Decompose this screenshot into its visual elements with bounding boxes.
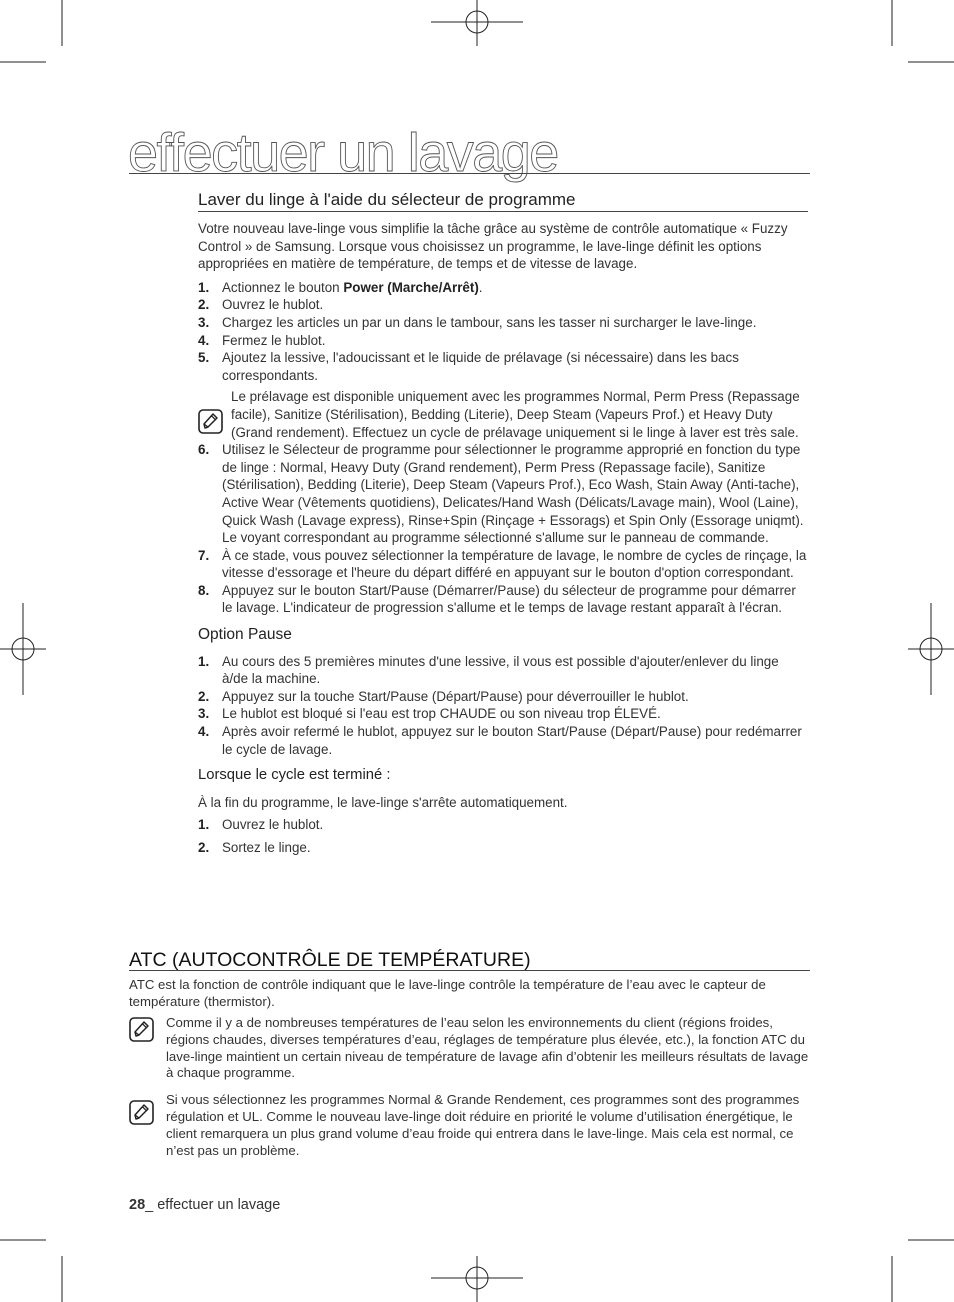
wash-steps-list-continued: [198, 441, 808, 617]
page-footer: [129, 1197, 280, 1213]
prewash-note: [198, 388, 808, 441]
section-content: [198, 220, 808, 857]
chapter-rule: [129, 173, 810, 174]
step-number: 2.: [198, 688, 210, 704]
list-item: 3. Le hublot est bloqué si l'eau est trop CHAUDE ou son niveau trop ÉLEVÉ.: [198, 706, 661, 722]
registration-mark-bottom: [431, 1256, 523, 1302]
list-item: 7. À ce stade, vous pouvez sélectionner la température de lavage, le nombre de cycles de rinçage, la vitesse d'essorage et l'heure du départ différé en appuyant sur le bouton d'option correspondant.: [198, 547, 807, 581]
prewash-note-text: Le prélavage est disponible uniquement avec les programmes Normal, Perm Press (Repassage facile), Sanitize (Stérilisation), Bedding (Literie), Deep Steam (Vapeurs Prof.) et Heavy Duty (Grand rendement). Effectuez un cycle de prélavage uniquement si le linge à laver est très sale.: [231, 389, 800, 440]
list-item: 8. Appuyez sur le bouton Start/Pause (Démarrer/Pause) du sélecteur de programme pour démarrer le lavage. L'indicateur de progression s'allume et le temps de lavage restant apparaît à l'écran.: [198, 582, 796, 616]
cycle-end-intro: À la fin du programme, le lave-linge s'arrête automatiquement.: [198, 794, 568, 810]
note-pencil-icon: [129, 1017, 154, 1042]
list-item: 6. Utilisez le Sélecteur de programme pour sélectionner le programme approprié en fonction du type de linge : Normal, Heavy Duty (Grand rendement), Perm Press (Repassage facile), Sanitize (Stérilisation), Bedding (Literie), Deep Steam (Vapeurs Prof.), Eco Wash, Stain Away (Anti-tache), Active Wear (Vêtements quotidiens), Delicates/Hand Wash (Délicats/Lavage main), Wool (Laine), Quick Wash (Lavage express), Rinse+Spin (Rinçage + Essorags) et Spin Only (Essorage uniqmt). Le voyant correspondant au programme sélectionné s'allume sur le panneau de commande.: [198, 442, 804, 546]
note-pencil-icon: [129, 1100, 154, 1125]
step-number: 2.: [198, 840, 210, 855]
section-intro: Votre nouveau lave-linge vous simplifie la tâche grâce au système de contrôle automatique « Fuzzy Control » de Samsung. Lorsque vous choisissez un programme, le lave-linge définit les options appropriées en matière de température, de temps et de vitesse de lavage.: [198, 221, 788, 272]
atc-note-text: Si vous sélectionnez les programmes Normal & Grande Rendement, ces programmes sont des programmes régulation et UL. Comme le nouveau lave-linge doit réduire en priorité le volume d’utilisation énergétique, le client remarquera un plus grand volume d’eau froide qui entrera dans le lave-linge. Mais cela est normal, ce n’est pas un problème.: [166, 1092, 800, 1159]
cycle-end-title: Lorsque le cycle est terminé :: [198, 767, 391, 784]
cycle-end-steps-list: [198, 816, 808, 856]
registration-mark-left: [0, 603, 46, 695]
list-item: 4. Fermez le hublot.: [198, 332, 326, 348]
list-item: 1. Au cours des 5 premières minutes d'une lessive, il vous est possible d'ajouter/enlever du linge à/de la machine.: [198, 653, 779, 687]
step-number: 8.: [198, 582, 210, 598]
registration-mark-top: [431, 0, 523, 46]
atc-note: [129, 1092, 810, 1160]
list-item: 1. Actionnez le bouton Power (Marche/Arrêt).: [198, 279, 483, 295]
atc-title: ATC (AUTOCONTRÔLE DE TEMPÉRATURE): [129, 952, 810, 971]
step-number: 1.: [198, 279, 210, 295]
list-item: 3. Chargez les articles un par un dans le tambour, sans les tasser ni surcharger le lave-linge.: [198, 314, 757, 330]
chapter-title: effectuer un lavage: [128, 123, 558, 183]
step-number: 3.: [198, 314, 210, 330]
power-button-label: Power (Marche/Arrêt): [343, 279, 479, 295]
step-number: 6.: [198, 442, 210, 458]
step-number: 5.: [198, 350, 210, 366]
list-item: 2. Ouvrez le hublot.: [198, 297, 324, 313]
list-item: 2. Appuyez sur la touche Start/Pause (Départ/Pause) pour déverrouiller le hublot.: [198, 688, 689, 704]
list-item: 5. Ajoutez la lessive, l'adoucissant et le liquide de prélavage (si nécessaire) dans les bacs correspondants.: [198, 350, 739, 383]
footer-label: _ effectuer un lavage: [145, 1197, 281, 1213]
pause-option-title: Option Pause: [198, 626, 292, 644]
step-number: 1.: [198, 817, 210, 833]
step-number: 7.: [198, 547, 210, 563]
atc-note-text: Comme il y a de nombreuses températures de l’eau selon les environnements du client (régions froides, régions chaudes, diverses températures d’eau, réglages de température plus élevée, etc.), la fonction ATC du lave-linge maintient un certain niveau de température de lavage afin d’obtenir les meilleurs résultats de lavage à chaque programme.: [166, 1014, 809, 1081]
atc-note: [129, 1015, 810, 1083]
atc-section: [129, 949, 810, 1160]
page-number: 28: [129, 1197, 146, 1213]
pause-steps-list: [198, 653, 808, 759]
wash-steps-list: [198, 279, 808, 385]
step-number: 4.: [198, 724, 210, 740]
list-item: 1. Ouvrez le hublot.: [198, 817, 324, 833]
atc-intro: ATC est la fonction de contrôle indiquant que le lave-linge contrôle la température de l’eau avec le capteur de température (thermistor).: [129, 976, 766, 1009]
list-item: 2. Sortez le linge.: [198, 840, 311, 855]
list-item: 4. Après avoir refermé le hublot, appuyez sur le bouton Start/Pause (Départ/Pause) pour redémarrer le cycle de lavage.: [198, 724, 802, 757]
step-number: 1.: [198, 653, 210, 669]
step-number: 4.: [198, 332, 210, 348]
registration-mark-right: [908, 603, 954, 695]
step-number: 3.: [198, 706, 210, 722]
section-title: Laver du linge à l'aide du sélecteur de programme: [198, 190, 808, 212]
note-pencil-icon: [198, 409, 223, 434]
step-number: 2.: [198, 297, 210, 313]
